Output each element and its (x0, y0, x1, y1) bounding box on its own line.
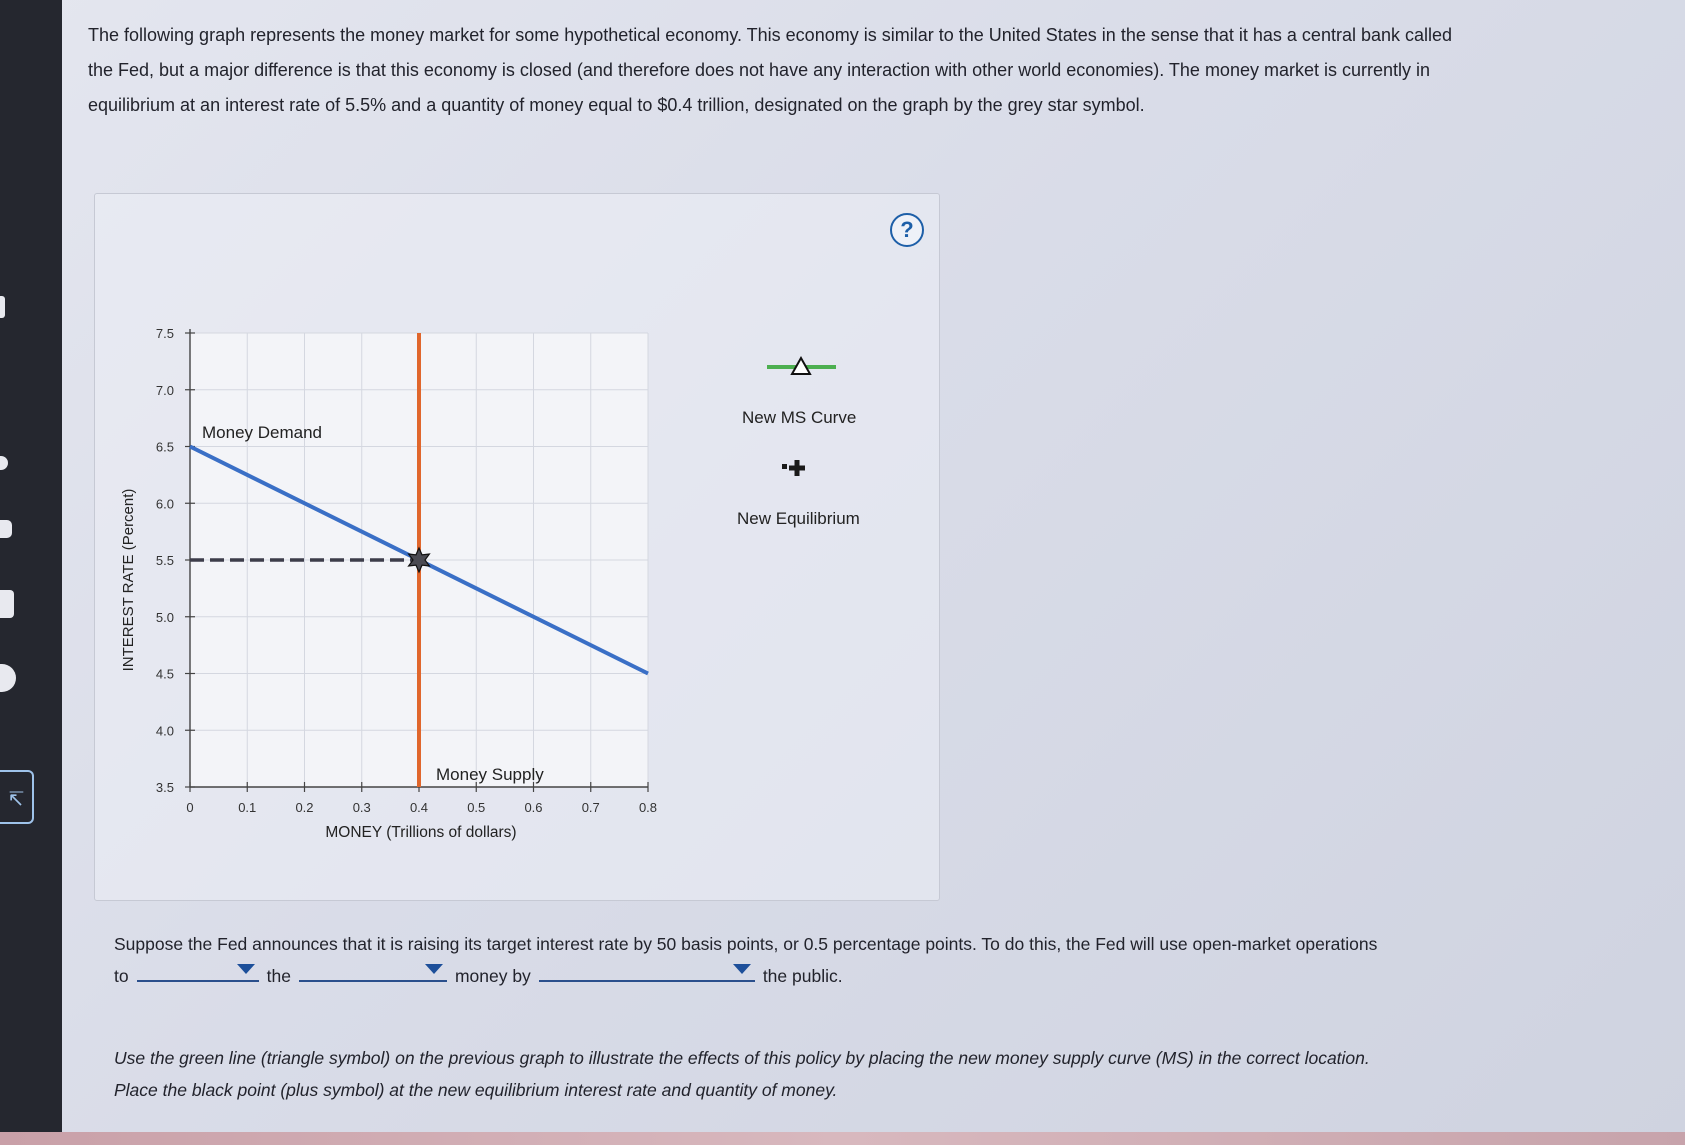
chevron-down-icon (425, 964, 443, 974)
x-tick-label: 0.6 (524, 800, 543, 815)
y-tick-label: 5.0 (155, 609, 174, 625)
help-button[interactable]: ? (890, 213, 924, 247)
action-dropdown[interactable] (137, 960, 259, 982)
y-tick-label: 7.0 (155, 382, 174, 398)
chevron-down-icon (733, 964, 751, 974)
y-tick-label: 7.5 (155, 326, 174, 341)
x-tick-label: 0.4 (409, 800, 429, 815)
x-tick-label: 0.8 (638, 800, 658, 815)
x-tick-label: 0 (186, 800, 194, 815)
money-demand-label: Money Demand (202, 423, 323, 442)
x-tick-label: 0.2 (295, 800, 314, 815)
x-axis-title: MONEY (Trillions of dollars) (325, 824, 517, 841)
x-tick-label: 0.1 (238, 800, 257, 815)
intro-text: The following graph represents the money market for some hypothetical economy. This economy is similar to the United States in the sense that it has a central bank called the Fed, but a major difference is that this economy is closed (and therefore does not have any interaction with other world economies). The money market is currently in equilibrium at an interest rate of 5.5% and a quantity of money equal to $0.4 trillion, designated on the graph by the grey star symbol. (88, 25, 1453, 115)
question-text (114, 928, 1394, 992)
money-supply-label: Money Supply (436, 765, 544, 784)
x-tick-label: 0.7 (581, 800, 600, 815)
y-tick-label: 3.5 (155, 780, 174, 795)
question-part3: money by (454, 966, 531, 986)
plus-icon (789, 460, 805, 476)
instruction-text: Use the green line (triangle symbol) on the previous graph to illustrate the effects of this policy by placing the new money supply curve (MS) in the correct location. Place the black point (plus symbol) at the new equilibrium interest rate and quantity of money. (114, 1048, 1370, 1100)
direction-dropdown[interactable] (539, 960, 755, 982)
question-part1: Suppose the Fed announces that it is raising its target interest rate by 50 basis points, or 0.5 percentage points. To do this, the Fed will use open-market operations to (114, 934, 1378, 986)
legend-new-ms-label: New MS Curve (742, 408, 857, 427)
y-axis-title: INTEREST RATE (Percent) (120, 488, 137, 672)
y-tick-label: 4.0 (155, 723, 174, 739)
x-tick-label: 0.3 (352, 800, 371, 815)
question-part4: the public. (762, 966, 843, 986)
chevron-down-icon (237, 964, 255, 974)
question-part2: the (266, 966, 291, 986)
sidebar-exit-button[interactable]: ↸ (0, 770, 34, 824)
y-tick-label: 6.5 (155, 439, 174, 455)
y-tick-label: 5.5 (155, 553, 174, 568)
plus-dot-icon (782, 464, 787, 469)
y-tick-label: 6.0 (155, 496, 174, 512)
y-tick-label: 4.5 (155, 666, 174, 682)
x-tick-label: 0.5 (467, 800, 486, 815)
security-dropdown[interactable] (299, 960, 447, 982)
legend-new-equilibrium-label: New Equilibrium (737, 509, 860, 528)
